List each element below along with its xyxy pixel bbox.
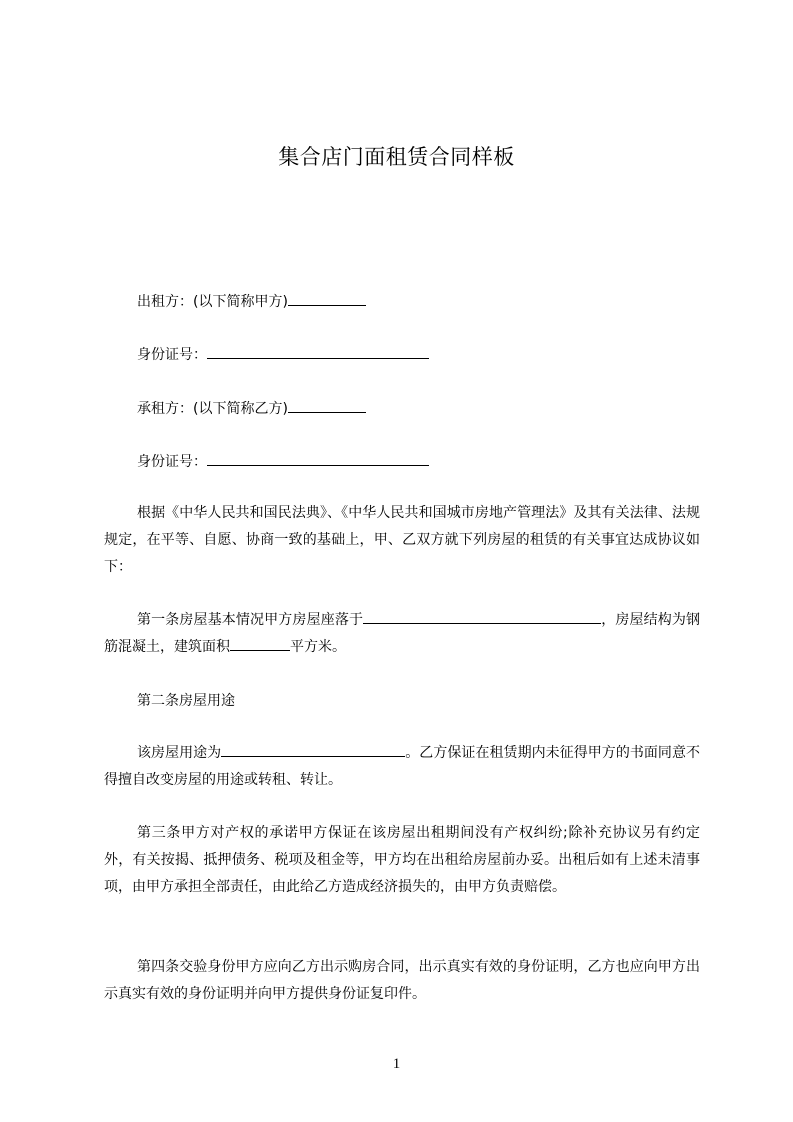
lessor-label: 出租方：(以下简称甲方) <box>137 294 288 310</box>
lessor-id-label: 身份证号： <box>137 347 207 363</box>
article-1-text-c: 平方米。 <box>290 639 346 655</box>
lessor-line <box>137 291 366 312</box>
lessor-blank[interactable] <box>288 291 366 306</box>
article-2-heading: 第二条房屋用途 <box>137 693 235 709</box>
article-1-paragraph <box>104 607 700 661</box>
article-2-paragraph <box>104 740 700 794</box>
lessor-id-line <box>137 344 429 365</box>
lessor-id-blank[interactable] <box>207 344 429 359</box>
article-4-paragraph: 第四条交验身份甲方应向乙方出示购房合同，出示真实有效的身份证明，乙方也应向甲方出示真实有效的身份证明并向甲方提供身份证复印件。 <box>104 959 700 1002</box>
usage-blank[interactable] <box>221 742 405 757</box>
document-title: 集合店门面租赁合同样板 <box>278 145 515 169</box>
address-blank[interactable] <box>363 609 601 624</box>
intro-paragraph: 根据《中华人民共和国民法典》、《中华人民共和国城市房地产管理法》及其有关法律、法规规定，在平等、自愿、协商一致的基础上，甲、乙双方就下列房屋的租赁的有关事宜达成协议如下： <box>104 505 700 575</box>
page-number: 1 <box>392 1056 401 1072</box>
lessee-id-label: 身份证号： <box>137 454 207 470</box>
lessee-id-blank[interactable] <box>207 451 429 466</box>
article-1-text-a: 第一条房屋基本情况甲方房屋座落于 <box>137 612 364 628</box>
article-2-text-a: 该房屋用途为 <box>137 745 222 761</box>
article-3-paragraph: 第三条甲方对产权的承诺甲方保证在该房屋出租期间没有产权纠纷;除补充协议另有约定外，有关按揭、抵押债务、税项及租金等，甲方均在出租给房屋前办妥。出租后如有上述未清事项，由甲方承担全部责任，由此给乙方造成经济损失的，由甲方负责赔偿。 <box>104 825 700 895</box>
lessee-label: 承租方：(以下简称乙方) <box>137 401 288 417</box>
area-blank[interactable] <box>230 636 290 651</box>
article-2-text-b: 。乙方保证在租赁期内未征得甲方的书面同意不得擅自改变房屋的用途或转租、转让。 <box>104 745 701 788</box>
lessee-line <box>137 398 366 419</box>
lessee-blank[interactable] <box>288 398 366 413</box>
article-1-text-b: ，房屋结构为钢筋混凝土，建筑面积 <box>104 612 701 655</box>
lessee-id-line <box>137 451 429 472</box>
